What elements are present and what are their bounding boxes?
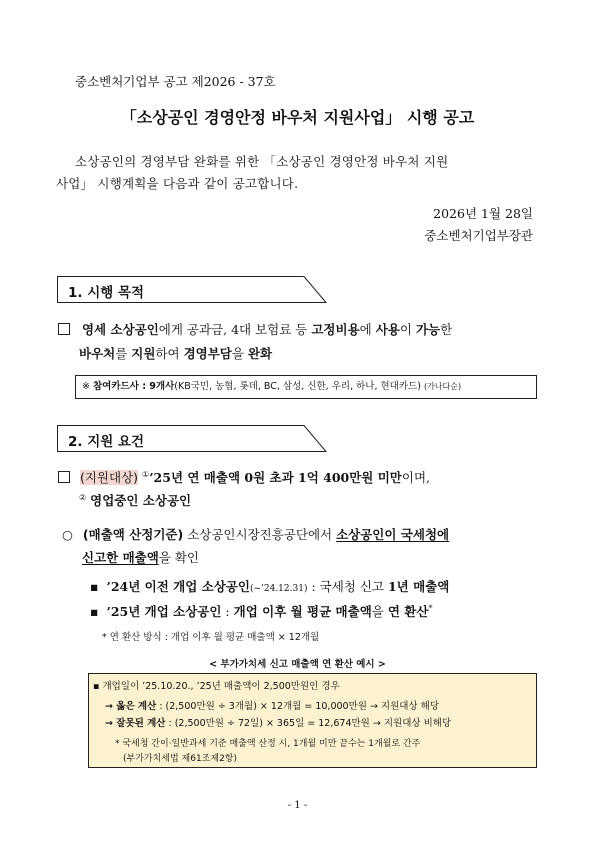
- target-line-1: [58, 468, 430, 486]
- text: 을: [231, 346, 248, 361]
- text: 한: [440, 322, 453, 337]
- text-bold: 가능: [415, 322, 441, 337]
- example-box: [88, 673, 537, 768]
- card-companies-box: [75, 375, 537, 399]
- item-bold: ’25년 개업 소상공인: [106, 604, 222, 619]
- text: 에게 공과금, 4대 보험료 등: [158, 322, 312, 337]
- annualization-note: * 연 환산 방식 : 개업 이후 월 평균 매출액 × 12개월: [102, 632, 320, 643]
- criteria-emphasis: 소상공인이 국세청에: [336, 527, 450, 542]
- purpose-line-1: [58, 320, 452, 338]
- issuer: 중소벤처기업부장관: [424, 228, 533, 243]
- example-line-3: [105, 715, 451, 729]
- text: : (2,500만원 ÷ 72일) × 365일 = 12,674만원 → 지원대상 비해당: [165, 718, 452, 729]
- target-condition-1: ’25년 연 매출액 0원 초과 1억 400만원 미만: [149, 470, 402, 485]
- page-title: 「소상공인 경영안정 바우처 지원사업」 시행 공고: [120, 108, 475, 127]
- note-mark: ※: [82, 381, 90, 392]
- text-bold: 고정비용: [311, 322, 360, 337]
- text-bold: 영세 소상공인: [81, 322, 159, 337]
- notice-number: 중소벤처기업부 공고 제2026 - 37호: [75, 74, 276, 89]
- item-bold: ’24년 이전 개업 소상공인: [106, 579, 250, 594]
- criteria-emphasis: 신고한 매출액: [82, 550, 159, 565]
- text-bold: 사용: [375, 322, 400, 337]
- criteria-line-2: [82, 548, 199, 566]
- item-bold: 개업 이후 월 평균 매출액: [233, 604, 372, 619]
- text: : (2,500만원 ÷ 3개월) × 12개월 = 10,000만원 → 지원대상 해당: [156, 701, 440, 712]
- criteria-line-1: [62, 525, 449, 543]
- order-note: (가나다순): [423, 382, 462, 391]
- text: 소상공인시장진흥공단에서: [183, 527, 337, 542]
- section-1-heading-box: [57, 276, 327, 303]
- item-bold: 연 환산: [387, 604, 429, 619]
- card-companies-label: 참여카드사 : 9개사: [93, 381, 175, 392]
- example-line-2: [105, 698, 439, 712]
- target-tag: (지원대상): [79, 470, 139, 485]
- circle-bullet-icon: ○: [62, 527, 73, 542]
- wrong-calc-label: → 잘못된 계산: [105, 718, 166, 729]
- text-bold: 지원: [131, 346, 156, 361]
- example-title: < 부가가치세 신고 매출액 연 환산 예시 >: [209, 659, 386, 670]
- text: 이: [399, 322, 416, 337]
- page-number: - 1 -: [287, 800, 308, 811]
- text: 를: [115, 346, 132, 361]
- section-2-heading: 2. 지원 요건: [68, 434, 145, 450]
- purpose-line-2: [79, 344, 272, 362]
- text: :: [221, 604, 234, 619]
- square-bullet-icon: ▪: [90, 604, 99, 619]
- notice-date: 2026년 1월 28일: [433, 206, 533, 221]
- list-item-2: [90, 602, 432, 620]
- circled-number-2: ②: [79, 493, 87, 502]
- text: 을: [371, 604, 388, 619]
- correct-calc-label: → 옳은 계산: [105, 701, 157, 712]
- text: 이며,: [401, 470, 431, 485]
- intro-text-line-2: 사업」 시행계획을 다음과 같이 공고합니다.: [56, 176, 299, 191]
- intro-text-line-1: 소상공인의 경영부담 완화를 위한 「소상공인 경영안정 바우처 지원: [75, 154, 449, 169]
- footnote-mark: *: [428, 604, 433, 613]
- criteria-tag: (매출액 산정기준): [82, 527, 184, 542]
- text: 을 확인: [158, 550, 200, 565]
- item-period: (~’24.12.31): [249, 584, 308, 594]
- example-line-1: ▪ 개업일이 ’25.10.20., ’25년 매출액이 2,500만원인 경우: [93, 681, 340, 692]
- circled-number-1: ①: [142, 470, 150, 479]
- target-condition-2: 영업중인 소상공인: [90, 493, 192, 508]
- section-2-heading-box: [57, 425, 327, 452]
- text-bold: 경영부담: [183, 346, 232, 361]
- example-line-4: * 국세청 간이·일반과세 기준 매출액 산정 시, 1개월 미만 끝수는 1개월로 간주: [115, 739, 421, 749]
- text-bold: 바우처: [79, 346, 116, 361]
- text: : 국세청 신고: [307, 579, 388, 594]
- text: 하여: [155, 346, 184, 361]
- text: 에: [359, 322, 376, 337]
- checkbox-bullet-icon: [58, 323, 70, 335]
- section-1-heading: 1. 시행 목적: [68, 285, 145, 301]
- checkbox-bullet-icon: [58, 471, 70, 483]
- list-item-1: [90, 577, 449, 595]
- example-line-5: (부가가치세법 제61조제2항): [123, 754, 238, 764]
- text-bold: 완화: [247, 346, 273, 361]
- target-line-2: [79, 491, 191, 509]
- card-companies-list: (KB국민, 농협, 롯데, BC, 삼성, 신한, 우리, 하나, 현대카드): [174, 381, 421, 392]
- square-bullet-icon: ▪: [90, 579, 99, 594]
- item-bold: 1년 매출액: [387, 579, 450, 594]
